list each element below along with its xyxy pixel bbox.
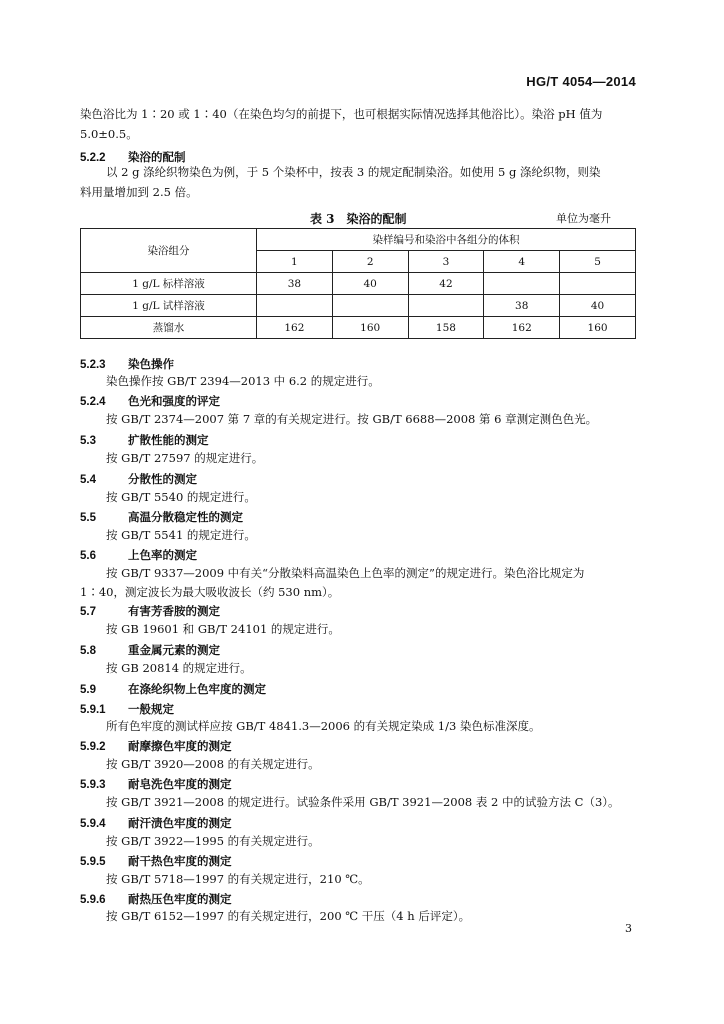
section-title: 分散性的测定 [128,472,197,486]
column-header: 2 [332,251,408,273]
section-title: 在涤纶织物上色牢度的测定 [128,682,266,696]
section-title: 一般规定 [128,702,174,716]
section-heading [80,891,232,907]
row-label: 1 g/L 标样溶液 [81,273,257,295]
header-cell: 染样编号和染浴中各组分的体积 [257,229,636,251]
section-body: 染色操作按 GB/T 2394—2013 中 6.2 的规定进行。 [106,374,380,388]
column-header: 5 [560,251,636,273]
section-body: 按 GB/T 6152—1997 的有关规定进行，200 ℃ 干压（4 h 后评定）。 [106,909,471,923]
column-header: 3 [408,251,484,273]
section-body: 按 GB 19601 和 GB/T 24101 的规定进行。 [106,622,340,636]
table-row [81,295,636,317]
section-number: 5.9 [80,684,96,696]
section-number: 5.2.2 [80,152,106,164]
row-label: 蒸馏水 [81,317,257,339]
row-label: 1 g/L 试样溶液 [81,295,257,317]
section-number: 5.9.2 [80,741,106,753]
section-body: 按 GB/T 5540 的规定进行。 [106,490,256,504]
section-title: 耐皂洗色牢度的测定 [128,777,232,791]
section-body: 按 GB/T 9337—2009 中有关“分散染料高温染色上色率的测定”的规定进行。染色浴比规定为 [106,566,585,580]
page-number: 3 [625,922,632,935]
section-title: 染浴的配制 [128,150,186,164]
section-title: 有害芳香胺的测定 [128,604,220,618]
section-heading [80,738,232,754]
section-title: 扩散性能的测定 [128,433,209,447]
section-heading [80,681,266,697]
paragraph: 以 2 g 涤纶织物染色为例，于 5 个染杯中，按表 3 的规定配制染浴。如使用 5 g 涤纶织物，则染 [106,165,601,179]
table-caption: 表 3 染浴的配制 [310,212,407,226]
table-cell [332,295,408,317]
section-number: 5.2.3 [80,359,106,371]
table-cell: 40 [560,295,636,317]
table-row [81,273,636,295]
paragraph: 料用量增加到 2.5 倍。 [80,185,198,199]
table-cell: 162 [484,317,560,339]
table-cell: 40 [332,273,408,295]
section-body: 1∶40，测定波长为最大吸收波长（约 530 nm）。 [80,585,340,599]
table-cell [484,273,560,295]
section-heading [80,393,220,409]
section-number: 5.5 [80,512,96,524]
section-heading [80,776,232,792]
section-number: 5.4 [80,474,96,486]
section-body: 按 GB/T 5541 的规定进行。 [106,528,256,542]
section-number: 5.8 [80,645,96,657]
section-heading [80,471,197,487]
section-number: 5.9.4 [80,818,106,830]
section-number: 5.7 [80,606,96,618]
table-cell [257,295,333,317]
section-body: 按 GB/T 3920—2008 的有关规定进行。 [106,757,320,771]
section-heading [80,603,220,619]
table-cell: 38 [484,295,560,317]
section-heading [80,509,243,525]
table-unit: 单位为毫升 [556,212,611,225]
section-number: 5.9.5 [80,856,106,868]
table-cell: 162 [257,317,333,339]
section-heading [80,356,174,372]
section-heading [80,149,186,165]
header-cell: 染浴组分 [81,229,257,273]
section-heading [80,701,174,717]
table-header-row [81,229,636,251]
section-title: 上色率的测定 [128,548,197,562]
section-number: 5.9.1 [80,704,106,716]
section-heading [80,853,232,869]
section-number: 5.3 [80,435,96,447]
section-body: 按 GB/T 27597 的规定进行。 [106,451,264,465]
section-body: 按 GB/T 2374—2007 第 7 章的有关规定进行。按 GB/T 6688—2008 第 6 章测定测色色光。 [106,412,598,426]
column-header: 1 [257,251,333,273]
section-title: 染色操作 [128,357,174,371]
section-heading [80,547,197,563]
section-heading [80,815,232,831]
table-cell [408,295,484,317]
section-title: 色光和强度的评定 [128,394,220,408]
section-title: 耐摩擦色牢度的测定 [128,739,232,753]
section-number: 5.9.3 [80,779,106,791]
section-title: 耐干热色牢度的测定 [128,854,232,868]
section-body: 按 GB/T 3921—2008 的规定进行。试验条件采用 GB/T 3921—2008 表 2 中的试验方法 C（3）。 [106,795,620,809]
section-body: 按 GB/T 5718—1997 的有关规定进行，210 ℃。 [106,872,370,886]
standard-number: HG/T 4054—2014 [526,74,636,89]
table-cell: 160 [332,317,408,339]
table-cell [560,273,636,295]
table-row [81,317,636,339]
section-heading [80,642,220,658]
section-title: 耐汗渍色牢度的测定 [128,816,232,830]
section-title: 耐热压色牢度的测定 [128,892,232,906]
section-title: 高温分散稳定性的测定 [128,510,243,524]
dye-bath-table [80,228,636,339]
section-body: 所有色牢度的测试样应按 GB/T 4841.3—2006 的有关规定染成 1/3 染色标准深度。 [106,719,541,733]
table-cell: 38 [257,273,333,295]
section-heading [80,432,209,448]
section-number: 5.6 [80,550,96,562]
paragraph: 5.0±0.5。 [80,127,138,141]
section-number: 5.2.4 [80,396,106,408]
paragraph: 染色浴比为 1∶20 或 1∶40（在染色均匀的前提下，也可根据实际情况选择其他浴比）。染浴 pH 值为 [80,107,603,121]
column-header: 4 [484,251,560,273]
section-body: 按 GB/T 3922—1995 的有关规定进行。 [106,834,320,848]
table-cell: 42 [408,273,484,295]
section-body: 按 GB 20814 的规定进行。 [106,661,252,675]
table-cell: 158 [408,317,484,339]
section-title: 重金属元素的测定 [128,643,220,657]
section-number: 5.9.6 [80,894,106,906]
table-cell: 160 [560,317,636,339]
